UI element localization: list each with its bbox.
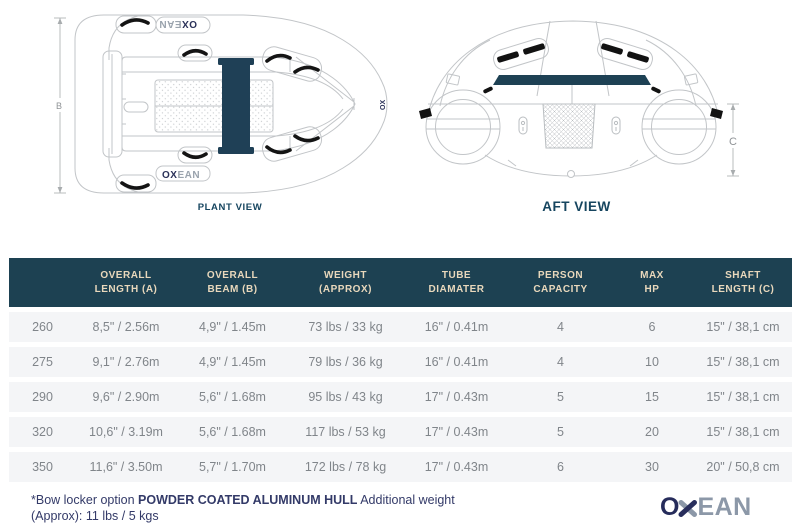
table-header-overall-beam: OVERALL BEAM (B) [206, 269, 259, 295]
deck-floor [155, 80, 273, 132]
transom [103, 51, 148, 157]
table-cell: 260 [32, 320, 53, 334]
table-cell: 20" / 50,8 cm [706, 460, 780, 474]
table-cell: 15 [645, 390, 659, 404]
table-cell: 5,6" / 1.68m [199, 425, 266, 439]
table-cell: 15" / 38,1 cm [706, 355, 780, 369]
table-cell: 172 lbs / 78 kg [304, 460, 387, 474]
table-row [9, 452, 792, 482]
table-cell: 79 lbs / 36 kg [308, 355, 383, 369]
footnote-prefix: *Bow locker option [31, 493, 139, 507]
plant-view-label: PLANT VIEW [197, 202, 263, 213]
footnote-bold: POWDER COATED ALUMINUM HULL [138, 493, 358, 507]
table-cell: 5,6" / 1.68m [199, 390, 266, 404]
table-cell: 275 [32, 355, 53, 369]
logo-letters-ean: EAN [697, 493, 752, 521]
table-cell: 8,5" / 2.56m [92, 320, 160, 334]
table-cell: 16" / 0.41m [424, 320, 489, 334]
table-row [9, 312, 792, 342]
logo-letter-o: O [660, 493, 680, 521]
table-header-shaft-length: SHAFT LENGTH (C) [711, 269, 775, 295]
aft-bench-seat [493, 75, 651, 85]
table-cell: 320 [32, 425, 53, 439]
table-cell: 17" / 0.43m [424, 390, 489, 404]
table-cell: 290 [32, 390, 53, 404]
table-header-tube-diameter: TUBE DIAMATER [428, 269, 485, 295]
aft-grab-handles [497, 43, 650, 63]
table-header-max-hp: MAX HP [640, 269, 664, 295]
table-row [9, 347, 792, 377]
table-cell: 10 [645, 355, 659, 369]
table-cell: 4,9" / 1.45m [199, 355, 266, 369]
brand-logo [660, 495, 752, 520]
tube-logo-ox: OX [181, 18, 197, 29]
table-cell: 6 [557, 460, 564, 474]
footnote-suffix: Additional weight (Approx): 11 lbs / 5 kgs [31, 493, 455, 523]
table-cell: 9,6" / 2.90m [92, 390, 160, 404]
bench-seat [218, 58, 254, 154]
table-cell: 15" / 38,1 cm [706, 425, 780, 439]
table-cell: 17" / 0.43m [424, 460, 489, 474]
table-header-overall-length: OVERALL LENGTH (A) [94, 269, 158, 295]
motor-bracket [124, 102, 148, 112]
bow-mark: OX [380, 99, 387, 110]
aft-view-label: AFT VIEW [542, 199, 611, 214]
table-row [9, 417, 792, 447]
table-cell: 16" / 0.41m [424, 355, 489, 369]
table-cell: 6 [648, 320, 656, 334]
table-cell: 350 [32, 460, 53, 474]
table-cell: 4 [557, 355, 564, 369]
table-cell: 95 lbs / 43 kg [308, 390, 383, 404]
table-cell: 4 [557, 320, 564, 334]
table-cell: 11,6" / 3.50m [89, 460, 163, 474]
table-cell: 73 lbs / 33 kg [308, 320, 383, 334]
table-cell: 17" / 0.43m [424, 425, 489, 439]
table-header-person-capacity: PERSON CAPACITY [533, 269, 588, 295]
table-row [9, 382, 792, 412]
table-cell: 20 [645, 425, 659, 439]
dim-c-label: C [729, 136, 737, 148]
dim-b-label: B [56, 101, 63, 111]
table-cell: 5,7" / 1.70m [199, 460, 266, 474]
table-cell: 15" / 38,1 cm [706, 320, 780, 334]
table-cell: 9,1" / 2.76m [92, 355, 160, 369]
table-header-weight: WEIGHT (APPROX) [319, 269, 372, 295]
transom-plate [543, 104, 595, 148]
table-header-row [9, 258, 792, 307]
table-cell: 5 [557, 390, 564, 404]
table-cell: 10,6" / 3.19m [89, 425, 163, 439]
tube-logo-ean: EAN [158, 18, 182, 29]
table-cell: 30 [645, 460, 659, 474]
table-cell: 4,9" / 1.45m [199, 320, 266, 334]
table-cell: 15" / 38,1 cm [706, 390, 780, 404]
table-cell: 117 lbs / 53 kg [305, 425, 386, 439]
aft-view-drawing [415, 8, 760, 198]
spec-table [9, 258, 792, 482]
table-cell: 5 [557, 425, 564, 439]
footnote [31, 492, 467, 524]
tube-logo-top [159, 18, 197, 29]
plant-view-drawing [38, 4, 408, 204]
tube-logo-bottom: OXEAN [162, 170, 201, 181]
logo-x-icon [677, 499, 698, 518]
